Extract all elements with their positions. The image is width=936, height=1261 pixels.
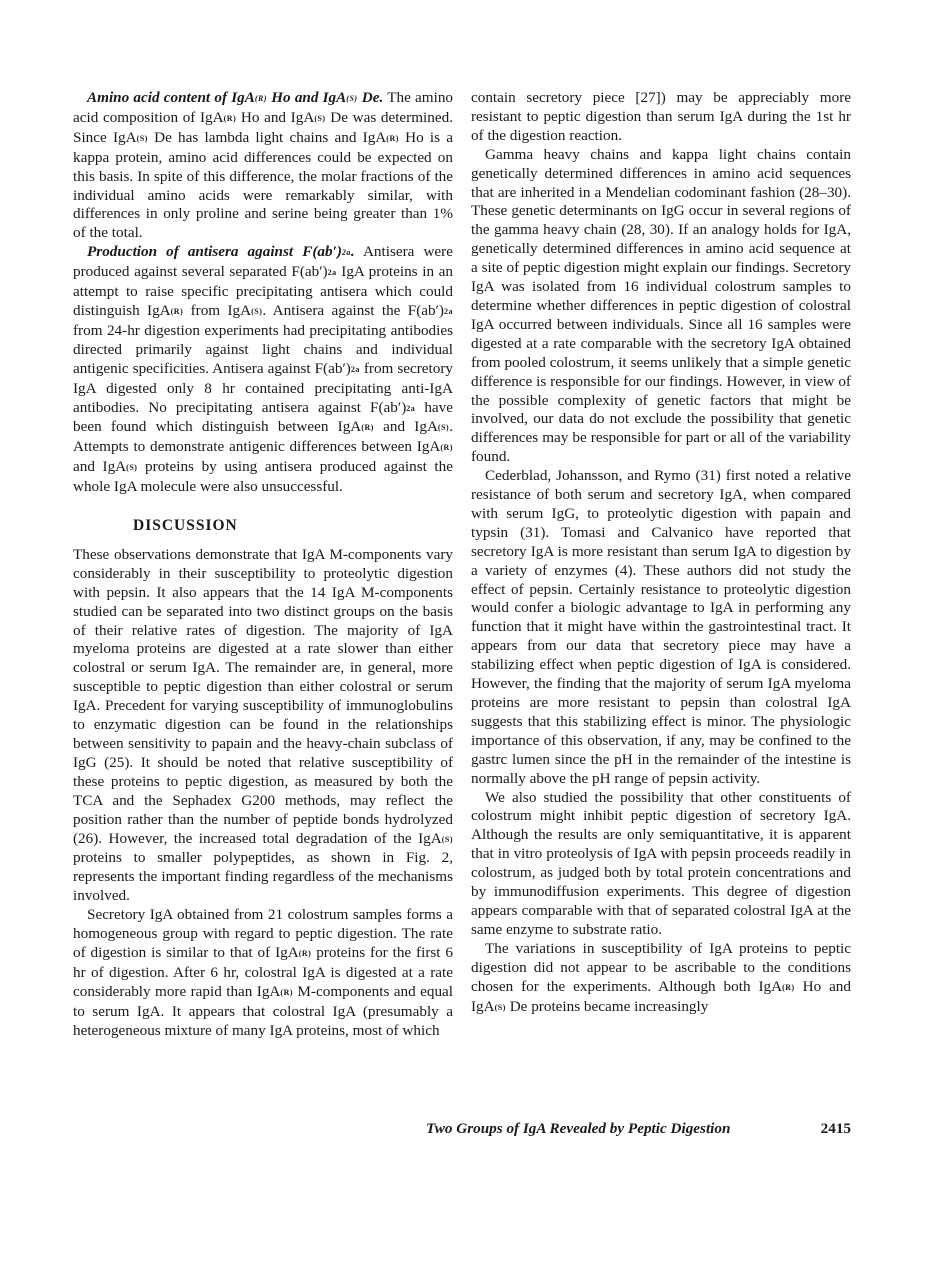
paragraph-variations: The variations in susceptibility of IgA proteins to peptic digestion did not appear to be ascribable to the conditions chosen for the experiments. Although both IgA(R) Ho and IgA(S) De proteins became increasingly — [471, 939, 851, 1015]
subscript: 2a — [341, 248, 351, 258]
subscript: (S) — [136, 133, 148, 143]
running-title: Two Groups of IgA Revealed by Peptic Digestion — [426, 1120, 731, 1137]
paragraph-continued: contain secretory piece [27]) may be appreciably more resistant to peptic digestion than serum IgA during the 1st hr of the digestion reaction. — [471, 89, 851, 144]
page-footer — [426, 1120, 851, 1138]
subscript: (R) — [280, 987, 294, 997]
subscript: (R) — [361, 423, 374, 433]
runin-heading-antisera: Production of antisera against F(ab′)2a. — [87, 243, 355, 261]
runin-heading-amino-acid: Amino acid content of IgA(R) Ho and IgA(S) De. — [87, 89, 384, 106]
paragraph-discussion-2: Secretory IgA obtained from 21 colostrum samples forms a homogeneous group with regard to peptic digestion. The rate of digestion is similar to that of IgA(R) proteins for the first 6 hr of digestion. After 6 hr, colostral IgA is digested at a rate considerably more rapid than IgA(R) M-components and equal to serum IgA. It appears that colostral IgA (presumably a heterogeneous mixture of many IgA proteins, most of which — [73, 906, 454, 1039]
subscript: (R) — [223, 113, 237, 123]
subscript: (R) — [170, 306, 184, 316]
subscript: (S) — [251, 306, 263, 316]
subscript: (S) — [494, 1002, 506, 1012]
paragraph-cederblad: Cederblad, Johansson, and Rymo (31) first noted a relative resistance of both serum and secretory IgA, when compared with serum IgG, to proteolytic digestion with papain and typsin (31). Tomasi and Calvanico have reported that secretory IgA is more resistant than serum IgA to digestion by a variety of enzymes (4). These authors did not study the effect of pepsin. Certainly resistance to proteolytic digestion would confer a biologic advantage to IgA in performing any function that it might have within the gastrointestinal tract. It appears from our data that secretory piece may have a stabilizing effect when peptic digestion of IgA is considered. However, the finding that the majority of serum IgA myeloma proteins are more resistant to pepsin than colostral IgA suggests that this stabilizing effect is minor. The physiologic importance of this observation, if any, may be confined to the gastrc lumen since the pH in the remainder of the intestine is normally above the pH range of pepsin activity. — [471, 467, 851, 787]
paragraph-discussion-1: These observations demonstrate that IgA M-components vary considerably in their susceptibility to proteolytic digestion with pepsin. It also appears that the 14 IgA M-components studied can be separated into two distinct groups on the basis of their relative rates of digestion. The majority of IgA myeloma proteins are digested at a rate slower than either colostral or serum IgA. The remainder are, in general, more susceptible to peptic digestion than either colostral or serum IgA. Precedent for varying susceptibility of immunoglobulins to enzymatic digestion can be found in the relationships between sensitivity to papain and the heavy-chain subclass of IgG (25). It should be noted that relative susceptibility of these proteins to peptic digestion, as measured by both the TCA and the Sephadex G200 methods, may reflect the position rather than the number of peptide bonds hydrolyzed (26). However, the increased total degradation of the IgA(S) proteins to smaller polypeptides, as shown in Fig. 2, represents the important finding regardless of the mechanisms involved. — [73, 545, 453, 905]
subscript: 2a — [350, 364, 360, 374]
subscript: (R) — [254, 94, 268, 103]
paragraph-text: Antisera were produced against several separated F(ab′)2a IgA proteins in an attempt to raise specific precipitating antisera which could distinguish IgA(R) from IgA(S). Antisera against the F(ab′)2a from 24-hr digestion experiments had precipitating antibodies directed primarily against light chains and individual antigenic specificities. Antisera against F(ab′)2a from secretory IgA digested only 8 hr contained precipitating anti-IgA antibodies. No precipitating antisera against F(ab′)2a have been found which distinguish between IgA(R) and IgA(S). Attempts to demonstrate antigenic differences between IgA(R) and IgA(S) proteins by using antisera produced against the whole IgA molecule were also unsuccessful. — [73, 243, 454, 496]
paragraph-colostrum-inhibition: We also studied the possibility that other constituents of colostrum might inhibit peptic digestion of secretory IgA. Although the results are only semiquantitative, it is apparent that in vitro proteolysis of IgA with pepsin proceeds readily in colostrum, as judged both by total protein concentrations and by immunodiffusion experiments. This degree of digestion appears comparable with that of separated colostral IgA at the same enzyme to substrate ratio. — [471, 788, 851, 938]
right-column — [471, 89, 851, 1017]
paragraph-genetic-differences: Gamma heavy chains and kappa light chains contain genetically determined differences in amino acid sequences that are inherited in a Mendelian codominant fashion (28–30). These genetic determinants on IgG occur in several regions of the gamma heavy chain (28, 30). If an analogy holds for IgA, genetically determined differences in amino acid sequence at a site of peptic digestion might explain our findings. Secretory IgA was isolated from 16 individual colostrum samples to determine whether differences in peptic digestion of colostral IgA occurred between individuals. Since all 16 samples were digested at a rate comparable with the secretory IgA obtained from pooled colostrum, it seems unlikely that a simple genetic difference is responsible for our findings. However, in view of the possible complexity of genetic factors that might be involved, our data do not exclude the possibility that genetic differences may be responsible for part or all of the variability found. — [471, 145, 851, 466]
page-number: 2415 — [820, 1120, 851, 1137]
subscript: (R) — [386, 133, 399, 143]
subscript: (S) — [437, 423, 450, 433]
subscript: (R) — [440, 443, 453, 453]
paragraph-text: The amino acid composition of IgA(R) Ho and IgA(S) De was determined. Since IgA(S) De has lambda light chains and IgA(R) Ho is a kappa protein, amino acid differences could be expected on this basis. In spite of this difference, the molar fractions of the individual amino acids were remarkably similar, with differences in only proline and serine being greater than 1% of the total. — [73, 89, 454, 242]
subscript: 2a — [406, 403, 416, 413]
subscript: (R) — [782, 982, 795, 992]
subscript: (R) — [298, 948, 312, 958]
left-column — [73, 89, 453, 1041]
section-heading-discussion: DISCUSSION — [133, 517, 238, 535]
subscript: 2a — [327, 268, 337, 278]
subscript: (S) — [126, 463, 138, 473]
subscript: (S) — [314, 113, 326, 123]
subscript: 2a — [443, 306, 453, 316]
subscript: (S) — [441, 834, 453, 844]
paragraph-antisera-production — [73, 243, 453, 497]
subscript: (S) — [346, 94, 358, 103]
paragraph-amino-acid-content — [73, 89, 453, 243]
